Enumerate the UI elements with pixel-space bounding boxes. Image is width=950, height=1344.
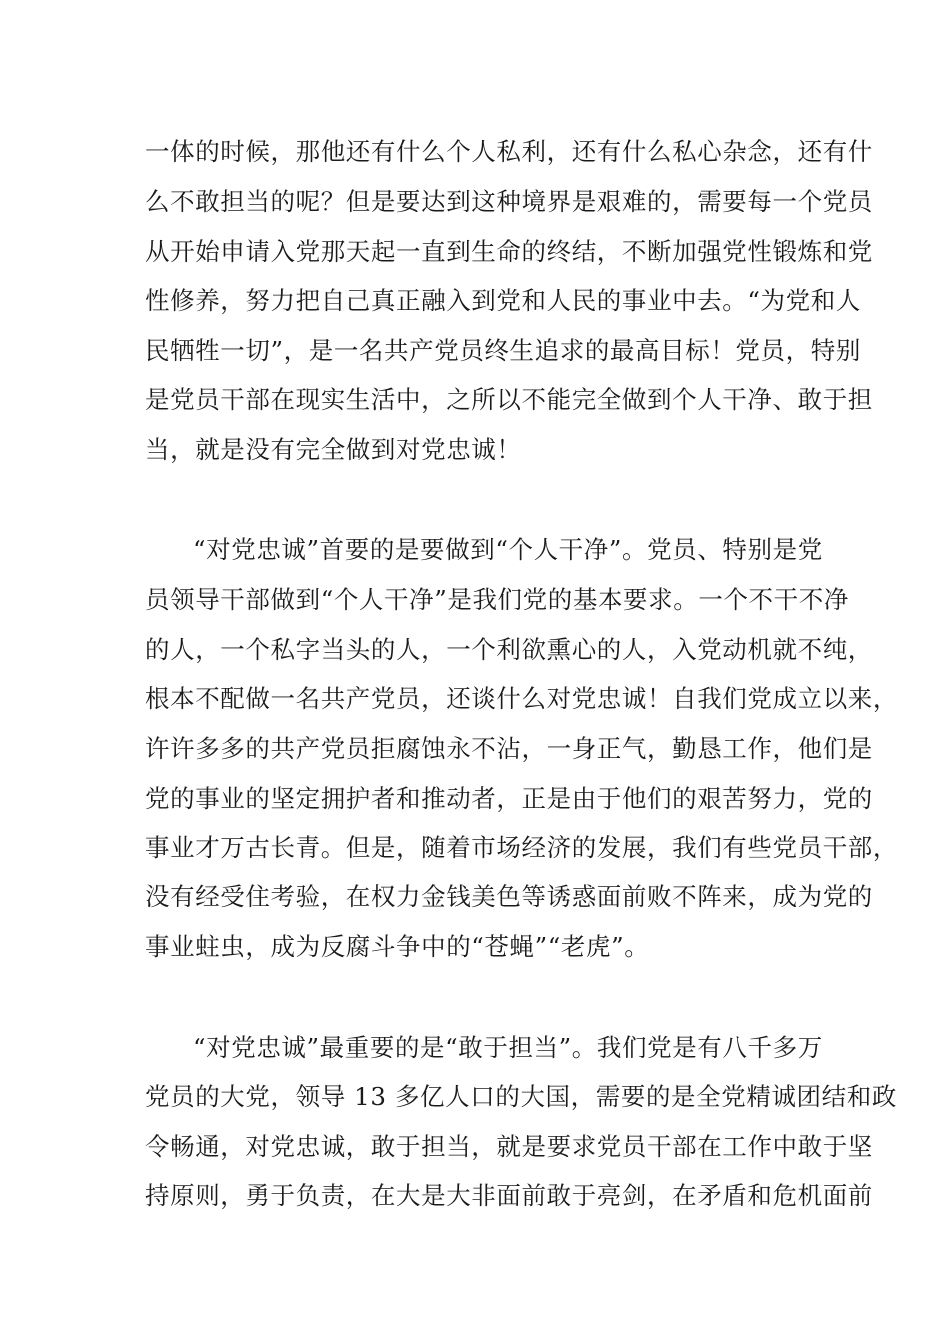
paragraph-2-line-2: 员领导干部做到“个人干净”是我们党的基本要求。一个不干不净 <box>145 585 849 614</box>
paragraph-2-line-5: 许许多多的共产党员拒腐蚀永不沾，一身正气，勤恳工作，他们是 <box>145 734 873 763</box>
paragraph-1-line-5: 民牺牲一切”，是一名共产党员终生追求的最高目标！党员，特别 <box>145 336 861 365</box>
paragraph-2-line-1: “对党忠诚”首要的是要做到“个人干净”。党员、特别是党 <box>193 535 823 564</box>
paragraph-2-line-4: 根本不配做一名共产党员，还谈什么对党忠诚！自我们党成立以来， <box>145 684 898 713</box>
paragraph-1-line-1: 一体的时候，那他还有什么个人私利，还有什么私心杂念，还有什 <box>145 137 873 166</box>
paragraph-2-line-6: 党的事业的坚定拥护者和推动者，正是由于他们的艰苦努力，党的 <box>145 784 873 813</box>
paragraph-2-line-8: 没有经受住考验，在权力金钱美色等诱惑面前败不阵来，成为党的 <box>145 882 873 911</box>
paragraph-1-line-7: 当，就是没有完全做到对党忠诚！ <box>145 435 522 464</box>
paragraph-3-line-2: 党员的大党，领导 13 多亿人口的大国，需要的是全党精诚团结和政 <box>145 1082 897 1111</box>
paragraph-1-line-4: 性修养，努力把自己真正融入到党和人民的事业中去。“为党和人 <box>145 286 861 315</box>
paragraph-2-line-7: 事业才万古长青。但是，随着市场经济的发展，我们有些党员干部， <box>145 833 898 862</box>
paragraph-1-line-6: 是党员干部在现实生活中，之所以不能完全做到个人干净、敢于担 <box>145 385 873 414</box>
paragraph-2-line-3: 的人，一个私字当头的人，一个利欲熏心的人，入党动机就不纯， <box>145 635 873 664</box>
paragraph-3-line-1: “对党忠诚”最重要的是“敢于担当”。我们党是有八千多万 <box>193 1033 823 1062</box>
paragraph-2-line-9: 事业蛀虫，成为反腐斗争中的“苍蝇”“老虎”。 <box>145 932 650 961</box>
paragraph-3-line-4: 持原则，勇于负责，在大是大非面前敢于亮剑，在矛盾和危机面前 <box>145 1181 873 1210</box>
paragraph-1-line-2: 么不敢担当的呢？但是要达到这种境界是艰难的，需要每一个党员 <box>145 187 873 216</box>
paragraph-3-line-3: 令畅通，对党忠诚，敢于担当，就是要求党员干部在工作中敢于坚 <box>145 1132 873 1161</box>
paragraph-1-line-3: 从开始申请入党那天起一直到生命的终结，不断加强党性锻炼和党 <box>145 237 873 266</box>
